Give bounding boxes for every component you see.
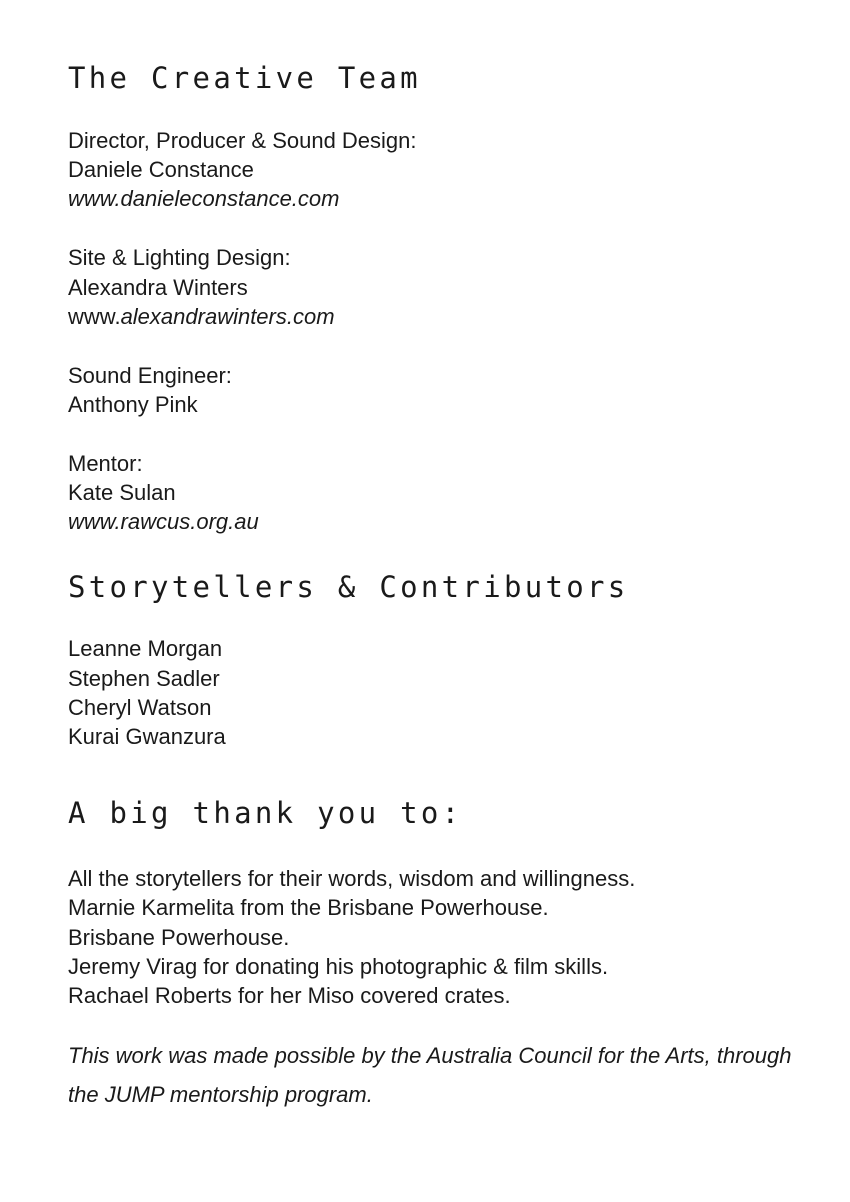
credit-name: Alexandra Winters xyxy=(68,275,248,300)
credit-website[interactable] xyxy=(68,304,335,330)
credit-website[interactable]: www.danieleconstance.com xyxy=(68,186,340,211)
thanks-item: Jeremy Virag for donating his photographic & film skills. xyxy=(68,954,609,979)
credit-role: Director, Producer & Sound Design: xyxy=(68,128,417,153)
credit-role: Site & Lighting Design: xyxy=(68,245,291,270)
credit-name: Kate Sulan xyxy=(68,480,176,505)
credit-role: Sound Engineer: xyxy=(68,363,232,388)
contributor-name: Cheryl Watson xyxy=(68,695,212,720)
thanks-item: Brisbane Powerhouse. xyxy=(68,925,290,950)
funding-acknowledgement: This work was made possible by the Australia Council for the Arts, through the JUMP mentorship program. xyxy=(68,1043,792,1107)
creative-team-heading: The Creative Team xyxy=(68,61,421,95)
thanks-item: Rachael Roberts for her Miso covered crates. xyxy=(68,983,511,1008)
credit-website[interactable]: www.rawcus.org.au xyxy=(68,509,259,534)
contributor-name: Stephen Sadler xyxy=(68,666,220,691)
contributors-heading: Storytellers & Contributors xyxy=(68,570,629,604)
website-domain: alexandrawinters.com xyxy=(120,304,335,329)
credit-role: Mentor: xyxy=(68,451,143,476)
website-prefix: www. xyxy=(68,304,121,329)
thanks-heading: A big thank you to: xyxy=(68,796,463,830)
contributor-name: Leanne Morgan xyxy=(68,636,223,661)
thanks-item: Marnie Karmelita from the Brisbane Powerhouse. xyxy=(68,895,549,920)
contributor-name: Kurai Gwanzura xyxy=(68,724,226,749)
credit-name: Daniele Constance xyxy=(68,157,254,182)
thanks-item: All the storytellers for their words, wisdom and willingness. xyxy=(68,866,636,891)
credit-name: Anthony Pink xyxy=(68,392,198,417)
